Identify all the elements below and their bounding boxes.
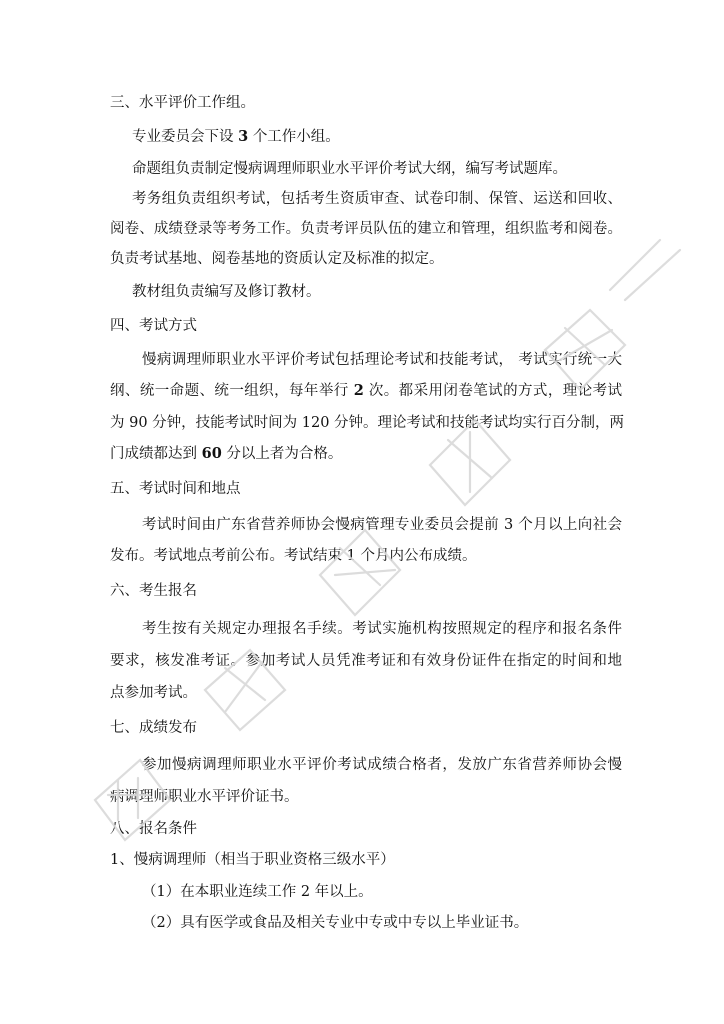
section-6-line-3: 点参加考试。 (110, 685, 197, 701)
intro-text-pre: 专业委员会下设 (132, 129, 234, 145)
section-6-line-2: 要求，核发准考证。参加考试人员凭准考证和有效身份证件在指定的时间和地 (110, 653, 622, 669)
section-4-line-1: 慢病调理师职业水平评价考试包括理论考试和技能考试， 考试实行统一大 (142, 352, 622, 368)
section-3-paragraph-3: 教材组负责编写及修订教材。 (132, 284, 321, 300)
s4-line4-pre: 门成绩都达到 (110, 446, 197, 462)
section-8-heading: 八、报名条件 (110, 821, 197, 837)
section-6-line-1: 考生按有关规定办理报名手续。考试实施机构按照规定的程序和报名条件 (142, 621, 622, 637)
section-4-line-3: 为 90 分钟，技能考试时间为 120 分钟。理论考试和技能考试均实行百分制，两 (110, 415, 625, 431)
s4-line4-post: 分以上者为合格。 (226, 446, 343, 462)
section-3-paragraph-1: 命题组负责制定慢病调理师职业水平评价考试大纲，编写考试题库。 (132, 161, 567, 177)
s4-line2-post: 次。都采用闭卷笔试的方式，理论考试 (368, 383, 623, 399)
section-4-heading: 四、考试方式 (110, 318, 197, 334)
intro-count: 3 (238, 128, 249, 145)
section-7-heading: 七、成绩发布 (110, 720, 197, 736)
s4-line2-pre: 纲、统一命题、统一组织，每年举行 (110, 383, 349, 399)
section-4-line-2 (110, 381, 622, 401)
section-7-line-2: 病调理师职业水平评价证书。 (110, 789, 299, 805)
section-6-heading: 六、考生报名 (110, 583, 197, 599)
section-4-line-4 (110, 444, 724, 464)
intro-text-post: 个工作小组。 (252, 129, 340, 145)
section-3-intro (132, 127, 724, 147)
section-8-level-1: 1、慢病调理师（相当于职业资格三级水平） (110, 852, 395, 868)
section-8-condition-2: （2）具有医学或食品及相关专业中专或中专以上毕业证书。 (142, 915, 529, 931)
section-3-heading: 三、水平评价工作组。 (110, 95, 255, 111)
section-8-condition-1: （1）在本职业连续工作 2 年以上。 (142, 884, 373, 900)
section-5-heading: 五、考试时间和地点 (110, 481, 241, 497)
pass-score: 60 (201, 445, 222, 462)
section-5-line-1: 考试时间由广东省营养师协会慢病管理专业委员会提前 3 个月以上向社会 (142, 517, 622, 533)
section-7-line-1: 参加慢病调理师职业水平评价考试成绩合格者，发放广东省营养师协会慢 (142, 757, 622, 773)
exam-frequency: 2 (353, 382, 364, 399)
section-3-paragraph-2-line-2: 阅卷、成绩登录等考务工作。负责考评员队伍的建立和管理，组织监考和阅卷。 (110, 221, 622, 237)
section-3-paragraph-2-line-1: 考务组负责组织考试，包括考生资质审查、试卷印制、保管、运送和回收、 (132, 191, 622, 207)
section-3-paragraph-2-line-3: 负责考试基地、阅卷基地的资质认定及标准的拟定。 (110, 251, 444, 267)
section-5-line-2: 发布。考试地点考前公布。考试结束 1 个月内公布成绩。 (110, 548, 477, 564)
